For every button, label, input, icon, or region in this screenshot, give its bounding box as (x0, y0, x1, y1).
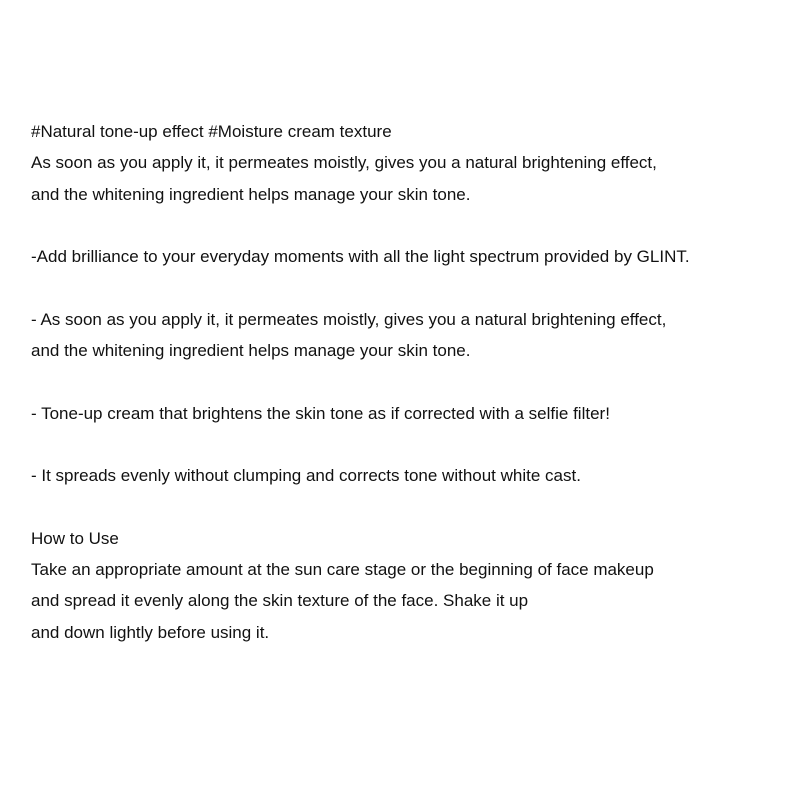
spacer (31, 272, 791, 303)
point-1-line-2: and the whitening ingredient helps manage your skin tone. (31, 341, 471, 361)
point-3-line: - It spreads evenly without clumping and corrects tone without white cast. (31, 466, 581, 486)
spacer (31, 492, 791, 523)
point-2-line: - Tone-up cream that brightens the skin tone as if corrected with a selfie filter! (31, 403, 610, 423)
how-to-use-line-1: Take an appropriate amount at the sun care stage or the beginning of face makeup (31, 560, 654, 580)
point-1-line-1: - As soon as you apply it, it permeates moistly, gives you a natural brightening effect, (31, 309, 667, 329)
how-to-use-line-2: and spread it evenly along the skin texture of the face. Shake it up (31, 591, 529, 611)
product-description-text (31, 116, 791, 648)
how-to-use-heading: How to Use (31, 528, 119, 548)
spacer (31, 366, 791, 397)
hashtags-line: #Natural tone-up effect #Moisture cream texture (31, 122, 392, 141)
intro-line-1: As soon as you apply it, it permeates moistly, gives you a natural brightening effect, (31, 153, 657, 173)
intro-line-2: and the whitening ingredient helps manage your skin tone. (31, 184, 471, 204)
spacer (31, 210, 791, 241)
spacer (31, 429, 791, 460)
brilliance-line: -Add brilliance to your everyday moments with all the light spectrum provided by GLINT. (31, 247, 690, 267)
how-to-use-line-3: and down lightly before using it. (31, 622, 270, 642)
